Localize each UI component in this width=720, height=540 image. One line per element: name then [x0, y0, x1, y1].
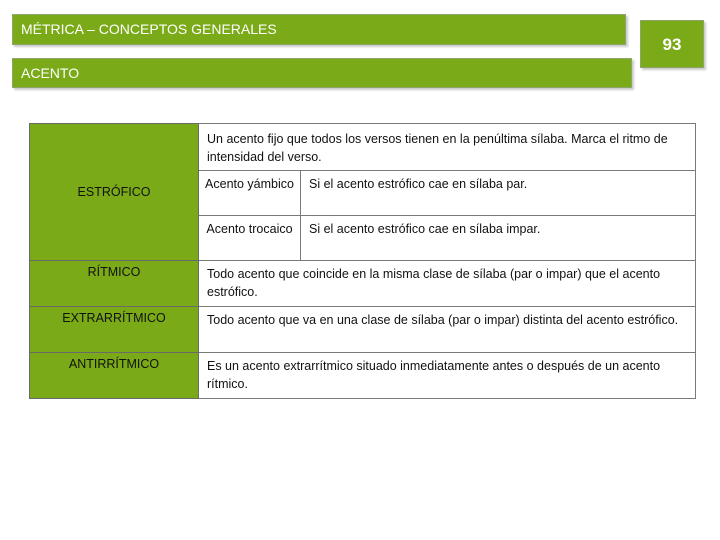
table-row [30, 353, 696, 399]
antirritmico-label-cell [30, 353, 199, 399]
subtype-name-trocaico: Acento trocaico [199, 216, 301, 261]
title-bar [12, 14, 626, 45]
estrofico-definition: Un acento fijo que todos los versos tienen en la penúltima sílaba. Marca el ritmo de intensidad del verso. [199, 124, 696, 171]
ritmico-label-cell [30, 261, 199, 307]
subtype-description-yambico: Si el acento estrófico cae en sílaba par. [301, 171, 696, 216]
antirritmico-definition: Es un acento extrarrítmico situado inmediatamente antes o después de un acento rítmico. [199, 353, 696, 399]
accent-table [29, 123, 696, 399]
page-title: MÉTRICA – CONCEPTOS GENERALES [21, 21, 277, 37]
table-row [30, 124, 696, 171]
subtype-name-yambico: Acento yámbico [199, 171, 301, 216]
extrarritmico-label: EXTRARRÍTMICO [62, 311, 166, 325]
ritmico-label: RÍTMICO [87, 265, 141, 279]
estrofico-label-cell [30, 124, 199, 261]
extrarritmico-label-cell [30, 307, 199, 353]
subtype-description-trocaico: Si el acento estrófico cae en sílaba impar. [301, 216, 696, 261]
estrofico-label: ESTRÓFICO [77, 185, 151, 199]
page-number-badge [640, 20, 704, 68]
section-title: ACENTO [21, 65, 80, 81]
extrarritmico-definition: Todo acento que va en una clase de sílaba (par o impar) distinta del acento estrófico. [199, 307, 696, 353]
table-row [30, 307, 696, 353]
antirritmico-label: ANTIRRÍTMICO [68, 357, 160, 371]
section-bar [12, 58, 632, 88]
page-number: 93 [662, 35, 682, 54]
ritmico-definition: Todo acento que coincide en la misma clase de sílaba (par o impar) que el acento estrófico. [199, 261, 696, 307]
table-row [30, 261, 696, 307]
